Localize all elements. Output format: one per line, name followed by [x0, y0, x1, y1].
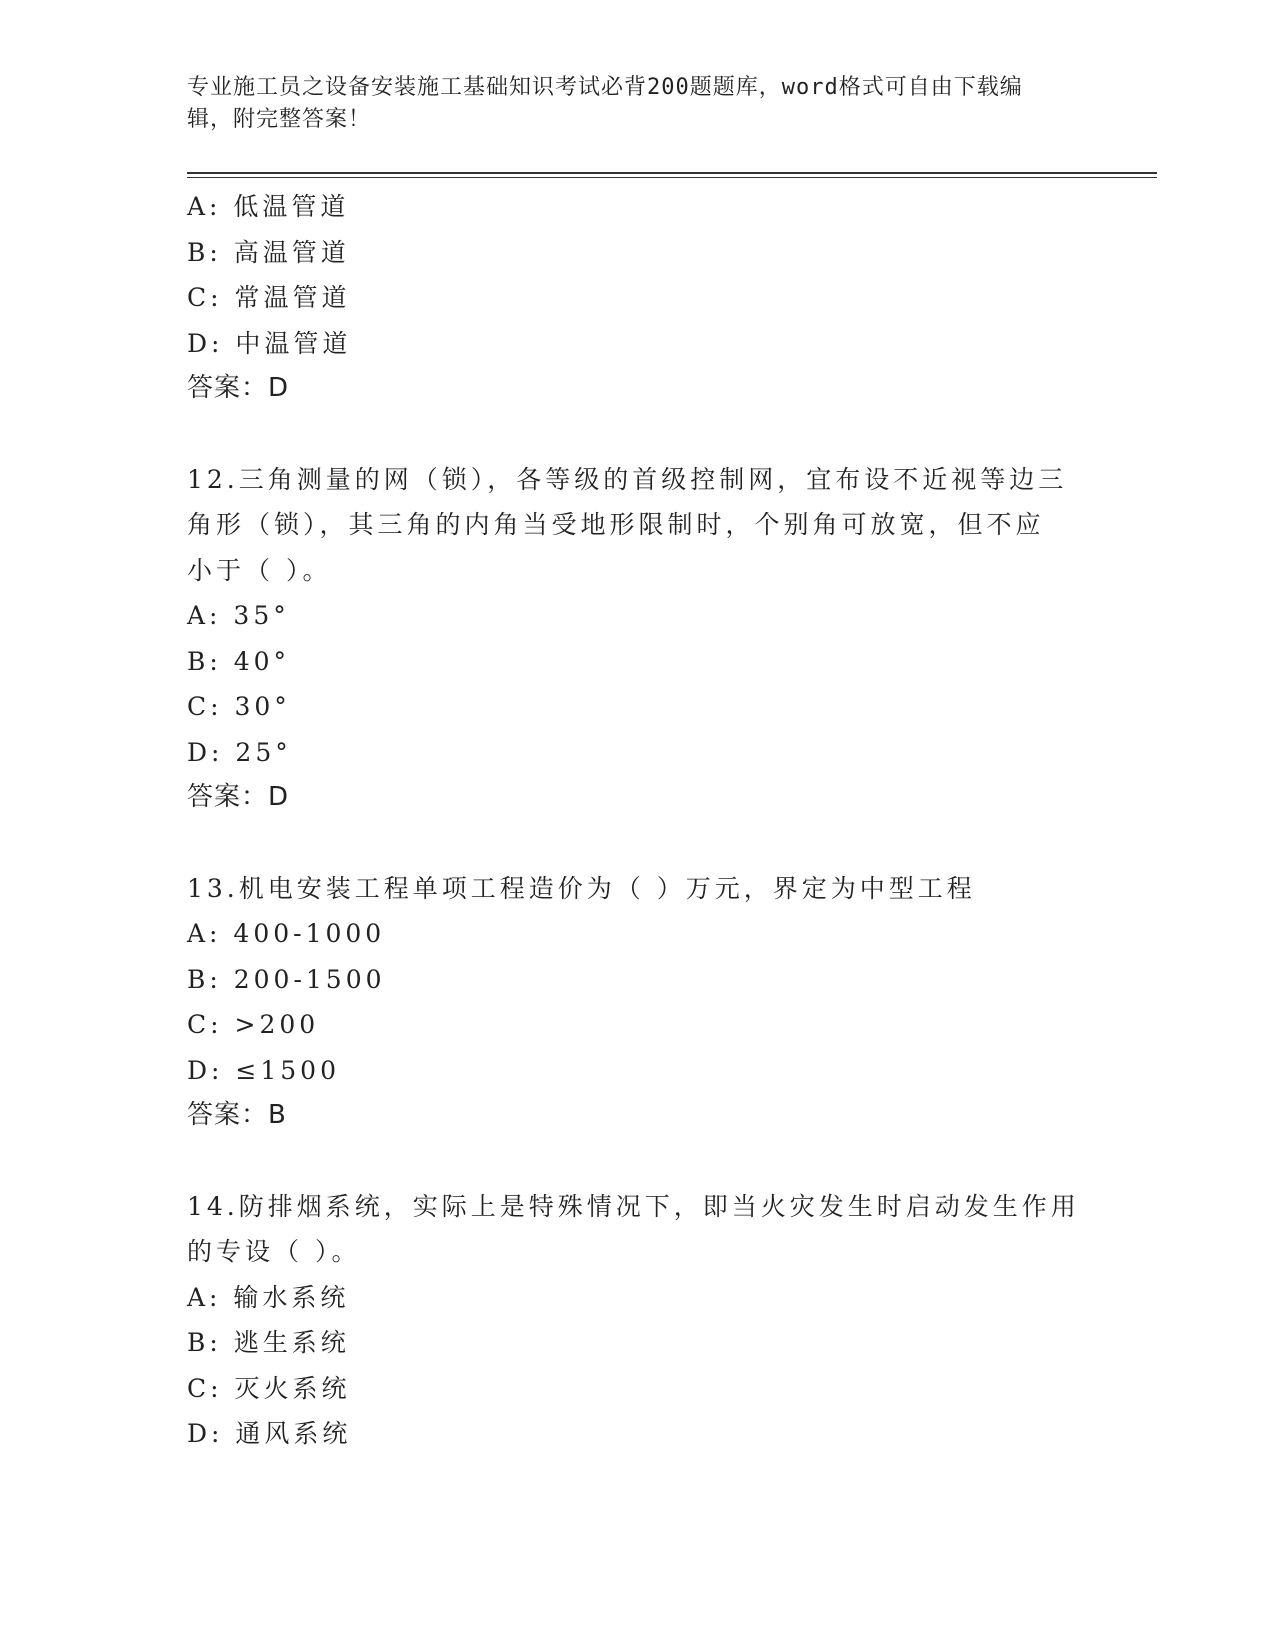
question-block-11	[187, 184, 1157, 412]
answer-line: 答案：D	[187, 782, 290, 812]
option-a: A: 35°	[187, 601, 290, 630]
option-c: C: >200	[187, 1010, 320, 1039]
option-b: B: 200-1500	[187, 964, 386, 994]
question-text-line: 14.防排烟系统，实际上是特殊情况下，即当火灾发生时启动发生作用	[187, 1191, 1080, 1221]
document-title: 专业施工员之设备安装施工基础知识考试必背200题题库，word格式可自由下载编辑，附完整答案！	[187, 75, 1023, 132]
answer-line: 答案：D	[187, 373, 290, 403]
option-c: C: 灭火系统	[187, 1373, 351, 1403]
question-text-line: 角形（锁），其三角的内角当受地形限制时，个别角可放宽，但不应	[187, 510, 1045, 539]
question-block-14	[187, 1184, 1157, 1457]
block-spacer	[187, 1139, 1157, 1184]
document-page	[187, 72, 1157, 1457]
answer-line: 答案：B	[187, 1100, 287, 1130]
question-block-13	[187, 866, 1157, 1139]
option-a: A: 低温管道	[187, 192, 350, 221]
question-text-line: 13.机电安装工程单项工程造价为（ ）万元，界定为中型工程	[187, 873, 976, 903]
option-b: B: 逃生系统	[187, 1328, 350, 1357]
block-spacer	[187, 821, 1157, 866]
option-c: C: 30°	[187, 692, 291, 721]
question-text-line: 12.三角测量的网（锁），各等级的首级控制网，宜布设不近视等边三	[187, 464, 1068, 494]
option-a: A: 输水系统	[187, 1282, 350, 1312]
option-a: A: 400-1000	[187, 919, 386, 948]
question-text-line: 的专设（ ）。	[187, 1237, 361, 1266]
option-c: C: 常温管道	[187, 283, 351, 312]
option-d: D: ≤1500	[187, 1055, 340, 1085]
option-d: D: 25°	[187, 737, 292, 767]
option-b: B: 高温管道	[187, 237, 350, 267]
question-text-line: 小于（ ）。	[187, 555, 332, 585]
option-d: D: 中温管道	[187, 328, 352, 358]
block-spacer	[187, 412, 1157, 457]
header-divider	[187, 172, 1157, 178]
option-b: B: 40°	[187, 646, 291, 676]
question-block-12	[187, 457, 1157, 821]
option-d: D: 通风系统	[187, 1419, 352, 1448]
